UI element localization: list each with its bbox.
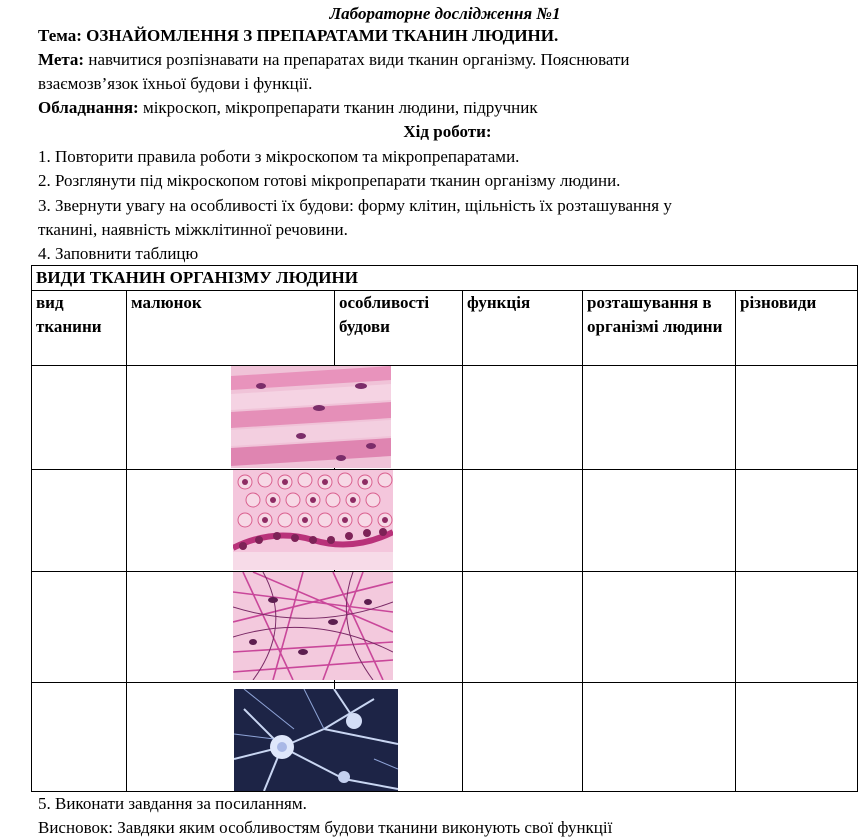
cell-location[interactable]: [583, 470, 736, 572]
goal-text-1: навчитися розпізнавати на препаратах види тканин організму. Пояснювати: [88, 50, 630, 69]
cell-function[interactable]: [463, 366, 583, 470]
cell-image: [127, 572, 335, 683]
goal-label: Мета:: [38, 50, 85, 69]
equipment-label: Обладнання:: [38, 98, 139, 117]
topic-text: ОЗНАЙОМЛЕННЯ З ПРЕПАРАТАМИ ТКАНИН ЛЮДИНИ.: [86, 26, 559, 45]
cell-varieties[interactable]: [736, 572, 858, 683]
cell-type[interactable]: [32, 470, 127, 572]
cell-image: [127, 366, 335, 470]
cell-varieties[interactable]: [736, 470, 858, 572]
step-5: 5. Виконати завдання за посиланням.: [38, 794, 307, 813]
cell-function[interactable]: [463, 683, 583, 792]
header-varieties: різновиди: [736, 291, 858, 366]
connective-tissue-image: [233, 572, 393, 680]
header-location: розташування в організмі людини: [583, 291, 736, 366]
topic-label: Тема:: [38, 26, 82, 45]
document-title: Лабораторне дослідження №1: [329, 4, 561, 23]
cell-varieties[interactable]: [736, 683, 858, 792]
cell-location[interactable]: [583, 366, 736, 470]
cell-location[interactable]: [583, 683, 736, 792]
table-header-row: [32, 291, 858, 366]
cell-image: [127, 470, 335, 572]
table-row: [32, 683, 858, 792]
header-image: малюнок: [127, 291, 335, 366]
table-row: [32, 572, 858, 683]
conclusion: Висновок: Завдяки яким особливостям будови тканини виконують свої функції: [38, 818, 613, 837]
topic-line: [38, 24, 558, 47]
table-caption: ВИДИ ТКАНИН ОРГАНІЗМУ ЛЮДИНИ: [32, 266, 858, 291]
step-4: 4. Заповнити таблицю: [38, 244, 199, 263]
cell-image: [127, 683, 335, 792]
header-structure: особливості будови: [335, 291, 463, 366]
nervous-tissue-image: [234, 689, 398, 791]
procedure-title: Хід роботи:: [403, 122, 492, 141]
equipment-text: мікроскоп, мікропрепарати тканин людини, підручник: [142, 98, 538, 117]
cell-location[interactable]: [583, 572, 736, 683]
cell-varieties[interactable]: [736, 366, 858, 470]
goal-line-1: [38, 48, 630, 71]
cell-function[interactable]: [463, 572, 583, 683]
goal-line-2: взаємозв’язок їхньої будови і функції.: [38, 74, 313, 93]
step-2: 2. Розглянути під мікроскопом готові мікропрепарати тканин організму людини.: [38, 171, 621, 190]
step-3: 3. Звернути увагу на особливості їх будови: форму клітин, щільність їх розташування у: [38, 196, 672, 215]
header-type: вид тканини: [32, 291, 127, 366]
epithelial-tissue-image: [233, 470, 393, 570]
table-caption-row: [32, 266, 858, 291]
step-1: 1. Повторити правила роботи з мікроскопом та мікропрепаратами.: [38, 147, 520, 166]
step-3-continued: тканині, наявність міжклітинної речовини.: [38, 220, 348, 239]
cell-function[interactable]: [463, 470, 583, 572]
muscle-tissue-image: [231, 366, 391, 468]
cell-type[interactable]: [32, 683, 127, 792]
tissues-table: [31, 265, 858, 792]
cell-type[interactable]: [32, 572, 127, 683]
table-row: [32, 366, 858, 470]
header-function: функція: [463, 291, 583, 366]
cell-type[interactable]: [32, 366, 127, 470]
equipment-line: [38, 96, 538, 119]
table-row: [32, 470, 858, 572]
